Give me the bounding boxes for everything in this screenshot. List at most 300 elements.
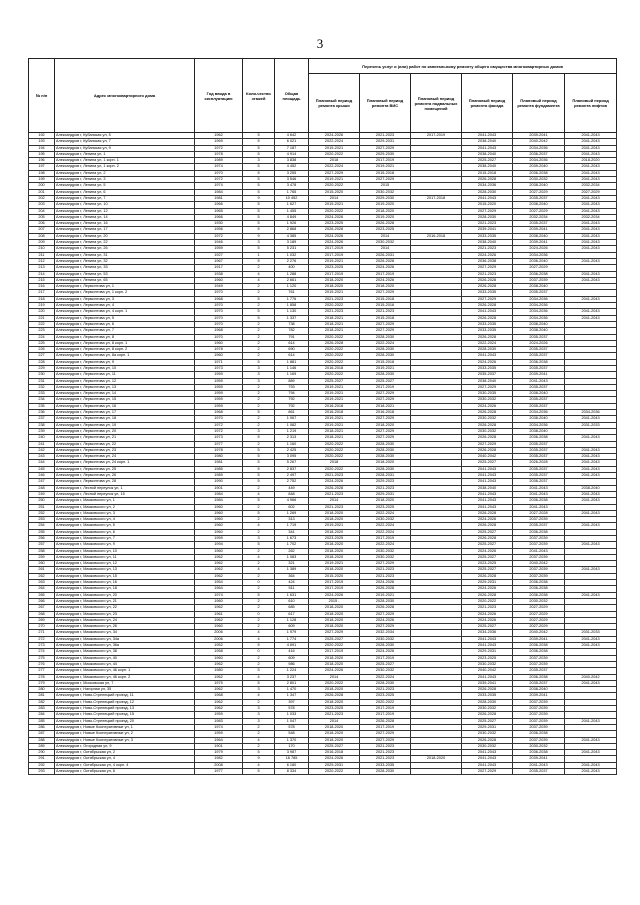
cell-facade: 2026-2028 bbox=[462, 284, 513, 290]
cell-address: Александров г, Маяковского ул, 26 bbox=[55, 624, 195, 630]
cell-num: 218 bbox=[29, 296, 55, 302]
cell-facade: 2023-2025 bbox=[462, 655, 513, 661]
cell-elevator: 2041-2043 bbox=[565, 737, 617, 743]
cell-roof: 2020-2022 bbox=[309, 441, 360, 447]
cell-roof: 2014 bbox=[309, 195, 360, 201]
cell-basement: 2017-2018 bbox=[411, 195, 462, 201]
cell-area: 8 334 bbox=[275, 768, 309, 774]
cell-num: 194 bbox=[29, 145, 55, 151]
cell-address: Александров г, Ленина ул, 17 bbox=[55, 227, 195, 233]
cell-engineering: 2023-2025 bbox=[360, 504, 411, 510]
cell-address: Александров г, Лермонтова ул, 19 bbox=[55, 422, 195, 428]
cell-roof: 2020-2022 bbox=[309, 151, 360, 157]
cell-engineering: 2021-2023 bbox=[360, 750, 411, 756]
cell-year: 1972 bbox=[195, 422, 243, 428]
cell-year: 1989 bbox=[195, 473, 243, 479]
cell-roof: 2018-2020 bbox=[309, 529, 360, 535]
cell-floors: 4 bbox=[243, 737, 275, 743]
cell-address: Александров г, Лермонтова ул, 9 bbox=[55, 359, 195, 365]
cell-foundation: 2039-2041 bbox=[513, 372, 565, 378]
cell-floors: 2 bbox=[243, 321, 275, 327]
col-header-area: Общая площадь bbox=[275, 59, 309, 133]
cell-num: 292 bbox=[29, 762, 55, 768]
cell-roof: 2021-2023 bbox=[309, 504, 360, 510]
cell-floors: 3 bbox=[243, 428, 275, 434]
cell-area: 1 288 bbox=[275, 271, 309, 277]
cell-address: Александров г, Лермонтова ул, 14 bbox=[55, 391, 195, 397]
cell-foundation: 2036-2037 bbox=[513, 151, 565, 157]
cell-foundation: 2039-2040 bbox=[513, 164, 565, 170]
cell-num: 217 bbox=[29, 290, 55, 296]
cell-engineering: 2020-2022 bbox=[360, 699, 411, 705]
cell-num: 266 bbox=[29, 598, 55, 604]
col-header-roof: Плановый период ремонта крыши bbox=[309, 74, 360, 133]
cell-year: 2006 bbox=[195, 636, 243, 642]
cell-area: 2 868 bbox=[275, 227, 309, 233]
cell-num: 210 bbox=[29, 246, 55, 252]
cell-foundation: 2030-2032 bbox=[513, 743, 565, 749]
cell-num: 278 bbox=[29, 674, 55, 680]
cell-floors: 3 bbox=[243, 378, 275, 384]
cell-year: 1972 bbox=[195, 233, 243, 239]
cell-foundation: 2037-2039 bbox=[513, 737, 565, 743]
cell-engineering: 2030-2032 bbox=[360, 517, 411, 523]
cell-facade: 2022-2024 bbox=[462, 340, 513, 346]
cell-area: 1 858 bbox=[275, 303, 309, 309]
cell-address: Александров г, Лермонтова ул, 24 bbox=[55, 454, 195, 460]
cell-facade: 2041-2043 bbox=[462, 756, 513, 762]
cell-area: 6 180 bbox=[275, 762, 309, 768]
cell-num: 198 bbox=[29, 170, 55, 176]
cell-num: 280 bbox=[29, 687, 55, 693]
cell-floors: 5 bbox=[243, 447, 275, 453]
cell-address: Александров г, Маяковского ул, 3 bbox=[55, 510, 195, 516]
cell-year: 1981 bbox=[195, 195, 243, 201]
cell-engineering: 2028-2030 bbox=[360, 768, 411, 774]
cell-engineering: 2022-2024 bbox=[360, 510, 411, 516]
cell-year: 1959 bbox=[195, 384, 243, 390]
cell-foundation: 2038-2040 bbox=[513, 202, 565, 208]
cell-facade: 2029-2031 bbox=[462, 649, 513, 655]
cell-floors: 5 bbox=[243, 202, 275, 208]
cell-engineering: 2021-2023 bbox=[360, 567, 411, 573]
cell-facade: 2024-2026 bbox=[462, 611, 513, 617]
cell-area: 3 255 bbox=[275, 170, 309, 176]
cell-engineering: 2028-2030 bbox=[360, 466, 411, 472]
cell-address: Александров г, Октябрьская ул, 4 bbox=[55, 756, 195, 762]
cell-num: 208 bbox=[29, 233, 55, 239]
cell-area: 4 385 bbox=[275, 233, 309, 239]
cell-facade: 2021-2023 bbox=[462, 246, 513, 252]
cell-year: 1959 bbox=[195, 372, 243, 378]
cell-address: Александров г, Маяковского ул, 21 bbox=[55, 598, 195, 604]
cell-roof: 2029-2031 bbox=[309, 762, 360, 768]
cell-roof: 2019-2021 bbox=[309, 391, 360, 397]
cell-area: 3 189 bbox=[275, 240, 309, 246]
cell-num: 277 bbox=[29, 668, 55, 674]
cell-address: Александров г, Ленина ул, 26 bbox=[55, 246, 195, 252]
cell-foundation: 2027-2029 bbox=[513, 189, 565, 195]
cell-engineering: 2021-2023 bbox=[360, 756, 411, 762]
cell-facade: 2026-2028 bbox=[462, 712, 513, 718]
cell-floors: 5 bbox=[243, 643, 275, 649]
cell-roof: 2020-2022 bbox=[309, 643, 360, 649]
cell-elevator: 2038-2040 bbox=[565, 485, 617, 491]
cell-foundation: 2035-2037 bbox=[513, 466, 565, 472]
cell-address: Александров г, Лермонтова ул, 13 bbox=[55, 384, 195, 390]
cell-roof: 2017-2019 bbox=[309, 580, 360, 586]
cell-address: Александров г, Ленина ул, 14 bbox=[55, 214, 195, 220]
cell-floors: 3 bbox=[243, 718, 275, 724]
cell-engineering: 2015-2016 bbox=[360, 303, 411, 309]
cell-address: Александров г, Маяковского ул, 22 bbox=[55, 605, 195, 611]
cell-facade: 2024-2026 bbox=[462, 586, 513, 592]
cell-year: 1973 bbox=[195, 365, 243, 371]
cell-facade: 2028-2030 bbox=[462, 189, 513, 195]
cell-address: Александров г, Лермонтова ул, 6 bbox=[55, 321, 195, 327]
cell-facade: 2041-2043 bbox=[462, 636, 513, 642]
cell-floors: 2 bbox=[243, 284, 275, 290]
cell-floors: 2 bbox=[243, 617, 275, 623]
cell-foundation: 2027-2029 bbox=[513, 208, 565, 214]
cell-elevator: 2041-2043 bbox=[565, 202, 617, 208]
cell-roof: 2019-2021 bbox=[309, 384, 360, 390]
cell-engineering: 2029-2023 bbox=[360, 479, 411, 485]
cell-address: Александров г, Лермонтова ул, 1 корп. 2 bbox=[55, 290, 195, 296]
cell-area: 2 661 bbox=[275, 277, 309, 283]
page-number: 3 bbox=[316, 36, 324, 51]
cell-area: 738 bbox=[275, 321, 309, 327]
cell-area: 791 bbox=[275, 334, 309, 340]
cell-roof: 2016-2018 bbox=[309, 365, 360, 371]
cell-foundation: 2027-2029 bbox=[513, 605, 565, 611]
cell-num: 288 bbox=[29, 737, 55, 743]
cell-engineering: 2027-2029 bbox=[360, 397, 411, 403]
cell-engineering: 2018-2020 bbox=[360, 284, 411, 290]
cell-roof: 2026-2028 bbox=[309, 693, 360, 699]
cell-floors: 5 bbox=[243, 750, 275, 756]
cell-area: 1 702 bbox=[275, 542, 309, 548]
cell-num: 232 bbox=[29, 384, 55, 390]
cell-year: 1958 bbox=[195, 649, 243, 655]
cell-year: 1970 bbox=[195, 309, 243, 315]
cell-area: 1 120 bbox=[275, 284, 309, 290]
cell-floors: 5 bbox=[243, 296, 275, 302]
cell-engineering: 2026-2028 bbox=[360, 586, 411, 592]
cell-address: Александров г, Новые Кооперативные ул, 2 bbox=[55, 731, 195, 737]
cell-num: 236 bbox=[29, 410, 55, 416]
cell-area: 1 160 bbox=[275, 441, 309, 447]
cell-elevator: 2041-2043 bbox=[565, 523, 617, 529]
cell-address: Александров г, Ново-Стрелецкий проезд, 20 bbox=[55, 718, 195, 724]
cell-year: 1970 bbox=[195, 315, 243, 321]
cell-num: 213 bbox=[29, 265, 55, 271]
cell-address: Александров г, Маяковского ул, 38 bbox=[55, 649, 195, 655]
cell-floors: 2 bbox=[243, 598, 275, 604]
cell-elevator: 2041-2043 bbox=[565, 750, 617, 756]
cell-floors: 5 bbox=[243, 410, 275, 416]
cell-facade: 2024-2026 bbox=[462, 252, 513, 258]
cell-foundation: 2037-2039 bbox=[513, 554, 565, 560]
cell-address: Александров г, Ново-Стрелецкий проезд, 12 bbox=[55, 699, 195, 705]
col-header-facade: Плановый период ремонта фасада bbox=[462, 74, 513, 133]
cell-foundation: 2036-2038 bbox=[513, 580, 565, 586]
cell-year: 1961 bbox=[195, 611, 243, 617]
cell-foundation: 2036-2038 bbox=[513, 170, 565, 176]
cell-facade: 2041-2043 bbox=[462, 498, 513, 504]
cell-foundation: 2036-2037 bbox=[513, 479, 565, 485]
cell-roof: 2027-2029 bbox=[309, 630, 360, 636]
cell-foundation: 2036-2038 bbox=[513, 649, 565, 655]
cell-area: 1 776 bbox=[275, 296, 309, 302]
cell-address: Александров г, Нагорная ул, 35 bbox=[55, 687, 195, 693]
cell-area: 4 691 bbox=[275, 643, 309, 649]
cell-foundation: 2037-2039 bbox=[513, 277, 565, 283]
cell-roof: 2018-2020 bbox=[309, 624, 360, 630]
cell-num: 268 bbox=[29, 611, 55, 617]
cell-year: 1970 bbox=[195, 334, 243, 340]
cell-foundation: 2027-2029 bbox=[513, 265, 565, 271]
cell-area: 1 926 bbox=[275, 221, 309, 227]
cell-elevator: 2041-2043 bbox=[565, 195, 617, 201]
cell-year: 1978 bbox=[195, 447, 243, 453]
cell-area: 4 966 bbox=[275, 498, 309, 504]
cell-foundation: 2036-2038 bbox=[513, 271, 565, 277]
cell-engineering: 2028-2031 bbox=[360, 473, 411, 479]
cell-roof: 2024-2026 bbox=[309, 756, 360, 762]
cell-year: 1977 bbox=[195, 441, 243, 447]
cell-foundation: 2030-2032 bbox=[513, 598, 565, 604]
cell-facade: 2041-2043 bbox=[462, 643, 513, 649]
cell-year: 1981 bbox=[195, 460, 243, 466]
cell-year: 1968 bbox=[195, 693, 243, 699]
cell-facade: 2030-2032 bbox=[462, 661, 513, 667]
cell-facade: 2025-2027 bbox=[462, 529, 513, 535]
cell-area: 3 237 bbox=[275, 674, 309, 680]
cell-roof: 2018-2021 bbox=[309, 315, 360, 321]
cell-foundation: 2039-2041 bbox=[513, 636, 565, 642]
cell-floors: 5 bbox=[243, 454, 275, 460]
cell-num: 201 bbox=[29, 189, 55, 195]
cell-foundation: 2036-2038 bbox=[513, 435, 565, 441]
cell-foundation: 2034-2036 bbox=[513, 422, 565, 428]
cell-area: 1 219 bbox=[275, 428, 309, 434]
cell-area: 1 455 bbox=[275, 208, 309, 214]
cell-address: Александров г, Маяковского ул, 46 корп. 2 bbox=[55, 674, 195, 680]
cell-roof: 2018 bbox=[309, 158, 360, 164]
cell-num: 285 bbox=[29, 718, 55, 724]
cell-year: 1962 bbox=[195, 661, 243, 667]
cell-foundation: 2035-2037 bbox=[513, 447, 565, 453]
cell-num: 282 bbox=[29, 699, 55, 705]
capital-repair-table bbox=[28, 58, 617, 775]
cell-facade: 2033-2035 bbox=[462, 321, 513, 327]
cell-address: Александров г, Лермонтова ул, 8 корп. 2 bbox=[55, 347, 195, 353]
cell-area: 4 452 bbox=[275, 164, 309, 170]
cell-floors: 5 bbox=[243, 473, 275, 479]
cell-engineering: 2024-2026 bbox=[360, 265, 411, 271]
cell-address: Александров г, Ленина ул, 31 bbox=[55, 252, 195, 258]
cell-year: 1959 bbox=[195, 536, 243, 542]
cell-roof: 2020-2022 bbox=[309, 353, 360, 359]
cell-area: 1 128 bbox=[275, 617, 309, 623]
cell-elevator: 2041-2043 bbox=[565, 139, 617, 145]
cell-engineering: 2028-2030 bbox=[360, 334, 411, 340]
cell-address: Александров г, Лермонтова ул, 24 корп. 1 bbox=[55, 460, 195, 466]
cell-num: 207 bbox=[29, 227, 55, 233]
cell-foundation: 2039-2041 bbox=[513, 240, 565, 246]
cell-floors: 9 bbox=[243, 233, 275, 239]
cell-area: 2 497 bbox=[275, 473, 309, 479]
cell-num: 193 bbox=[29, 139, 55, 145]
cell-address: Александров г, Лермонтова ул, 25 bbox=[55, 466, 195, 472]
cell-floors: 9 bbox=[243, 195, 275, 201]
cell-num: 195 bbox=[29, 151, 55, 157]
cell-year: 1956 bbox=[195, 227, 243, 233]
cell-roof: 2016-2018 bbox=[309, 410, 360, 416]
cell-floors: 3 bbox=[243, 536, 275, 542]
cell-foundation: 2034-2036 bbox=[513, 309, 565, 315]
cell-engineering: 2028-2030 bbox=[360, 441, 411, 447]
cell-floors: 4 bbox=[243, 567, 275, 573]
cell-floors: 2 bbox=[243, 416, 275, 422]
cell-area: 794 bbox=[275, 391, 309, 397]
cell-facade: 2023-2025 bbox=[462, 561, 513, 567]
cell-floors: 3 bbox=[243, 372, 275, 378]
cell-foundation: 2035-2037 bbox=[513, 403, 565, 409]
cell-elevator: 2031-2033 bbox=[565, 422, 617, 428]
cell-num: 233 bbox=[29, 391, 55, 397]
cell-address: Александров г, Ленина ул, 2 bbox=[55, 170, 195, 176]
cell-address: Александров г, Маяковского ул, 7 bbox=[55, 536, 195, 542]
cell-num: 214 bbox=[29, 271, 55, 277]
cell-facade: 2038-2040 bbox=[462, 151, 513, 157]
cell-year: 1990 bbox=[195, 479, 243, 485]
cell-foundation: 2037-2039 bbox=[513, 699, 565, 705]
cell-facade: 2021-2023 bbox=[462, 605, 513, 611]
cell-facade: 2034-2036 bbox=[462, 183, 513, 189]
cell-foundation: 2036-2038 bbox=[513, 750, 565, 756]
cell-facade: 2026-2028 bbox=[462, 687, 513, 693]
cell-num: 212 bbox=[29, 258, 55, 264]
cell-year: 1962 bbox=[195, 605, 243, 611]
cell-basement: 2018-2020 bbox=[411, 756, 462, 762]
cell-num: 271 bbox=[29, 630, 55, 636]
cell-facade: 2021-2023 bbox=[462, 271, 513, 277]
cell-facade: 2027-2029 bbox=[462, 768, 513, 774]
cell-num: 245 bbox=[29, 466, 55, 472]
cell-roof: 2024-2026 bbox=[309, 668, 360, 674]
cell-floors: 2 bbox=[243, 743, 275, 749]
cell-roof: 2019-2021 bbox=[309, 523, 360, 529]
cell-facade: 2024-2026 bbox=[462, 548, 513, 554]
cell-year: 1959 bbox=[195, 391, 243, 397]
cell-engineering: 2027-2029 bbox=[360, 737, 411, 743]
cell-foundation: 2038-2040 bbox=[513, 328, 565, 334]
cell-area: 889 bbox=[275, 378, 309, 384]
cell-area: 321 bbox=[275, 561, 309, 567]
cell-roof: 2019-2021 bbox=[309, 561, 360, 567]
cell-num: 286 bbox=[29, 724, 55, 730]
cell-year: 1974 bbox=[195, 592, 243, 598]
cell-facade: 2028-2030 bbox=[462, 699, 513, 705]
cell-num: 211 bbox=[29, 252, 55, 258]
cell-foundation: 2041-2043 bbox=[513, 491, 565, 497]
cell-engineering: 2027-2029 bbox=[360, 624, 411, 630]
cell-foundation: 2035-2037 bbox=[513, 365, 565, 371]
cell-roof: 2017-2019 bbox=[309, 649, 360, 655]
cell-floors: 2 bbox=[243, 573, 275, 579]
cell-roof: 2015-2020 bbox=[309, 189, 360, 195]
cell-facade: 2040-2042 bbox=[462, 454, 513, 460]
cell-foundation: 2035-2037 bbox=[513, 384, 565, 390]
cell-facade: 2024-2026 bbox=[462, 517, 513, 523]
cell-address: Александров г, Кубанская ул, 5 bbox=[55, 133, 195, 139]
col-header-works-group: Перечень услуг и (или) работ по капитальному ремонту общего имущества многоквартирных домов bbox=[309, 59, 617, 74]
cell-floors: 5 bbox=[243, 498, 275, 504]
cell-area: 614 bbox=[275, 353, 309, 359]
cell-area: 7 187 bbox=[275, 145, 309, 151]
cell-floors: 4 bbox=[243, 630, 275, 636]
cell-year: 1901 bbox=[195, 485, 243, 491]
cell-address: Александров г, Маяковского ул, 4 bbox=[55, 517, 195, 523]
cell-num: 264 bbox=[29, 586, 55, 592]
cell-area: 1 370 bbox=[275, 737, 309, 743]
cell-floors: 2 bbox=[243, 504, 275, 510]
cell-engineering: 2022-2024 bbox=[360, 674, 411, 680]
cell-foundation: 2038-2040 bbox=[513, 284, 565, 290]
cell-year: 1972 bbox=[195, 145, 243, 151]
cell-address: Александров г, Маяковского ул, 11 bbox=[55, 554, 195, 560]
cell-facade: 2041-2043 bbox=[462, 674, 513, 680]
cell-roof: 2018-2020 bbox=[309, 284, 360, 290]
cell-address: Александров г, Ленина ул, 1 bbox=[55, 151, 195, 157]
cell-roof: 2024-2026 bbox=[309, 133, 360, 139]
cell-foundation: 2037-2039 bbox=[513, 655, 565, 661]
cell-facade: 2025-2027 bbox=[462, 542, 513, 548]
cell-facade: 2038-2040 bbox=[462, 139, 513, 145]
cell-num: 283 bbox=[29, 706, 55, 712]
cell-roof: 2024-2026 bbox=[309, 240, 360, 246]
cell-year: 1960 bbox=[195, 624, 243, 630]
cell-area: 5 267 bbox=[275, 460, 309, 466]
cell-num: 269 bbox=[29, 617, 55, 623]
cell-foundation: 2027-2028 bbox=[513, 510, 565, 516]
cell-elevator: 2032-2034 bbox=[565, 214, 617, 220]
cell-address: Александров г, Маяковского ул, 10 bbox=[55, 548, 195, 554]
cell-engineering: 2030-2032 bbox=[360, 668, 411, 674]
cell-elevator: 2041-2043 bbox=[565, 145, 617, 151]
cell-num: 261 bbox=[29, 567, 55, 573]
cell-engineering: 2027-2029 bbox=[360, 290, 411, 296]
cell-area: 511 bbox=[275, 586, 309, 592]
cell-engineering: 2021-2023 bbox=[360, 133, 411, 139]
cell-floors: 2 bbox=[243, 403, 275, 409]
cell-elevator: 2027-2029 bbox=[565, 189, 617, 195]
cell-year: 1972 bbox=[195, 177, 243, 183]
cell-facade: 2025-2027 bbox=[462, 718, 513, 724]
cell-foundation: 2034-2036 bbox=[513, 252, 565, 258]
cell-num: 270 bbox=[29, 624, 55, 630]
cell-address: Александров г, Лермонтова ул, 21 bbox=[55, 435, 195, 441]
cell-num: 249 bbox=[29, 491, 55, 497]
cell-basement: 2016-2018 bbox=[411, 233, 462, 239]
cell-floors: 5 bbox=[243, 460, 275, 466]
cell-facade: 2041-2043 bbox=[462, 353, 513, 359]
cell-address: Александров г, Лесной переулок ул, 1 bbox=[55, 485, 195, 491]
cell-floors: 5 bbox=[243, 258, 275, 264]
cell-foundation: 2036-2038 bbox=[513, 592, 565, 598]
